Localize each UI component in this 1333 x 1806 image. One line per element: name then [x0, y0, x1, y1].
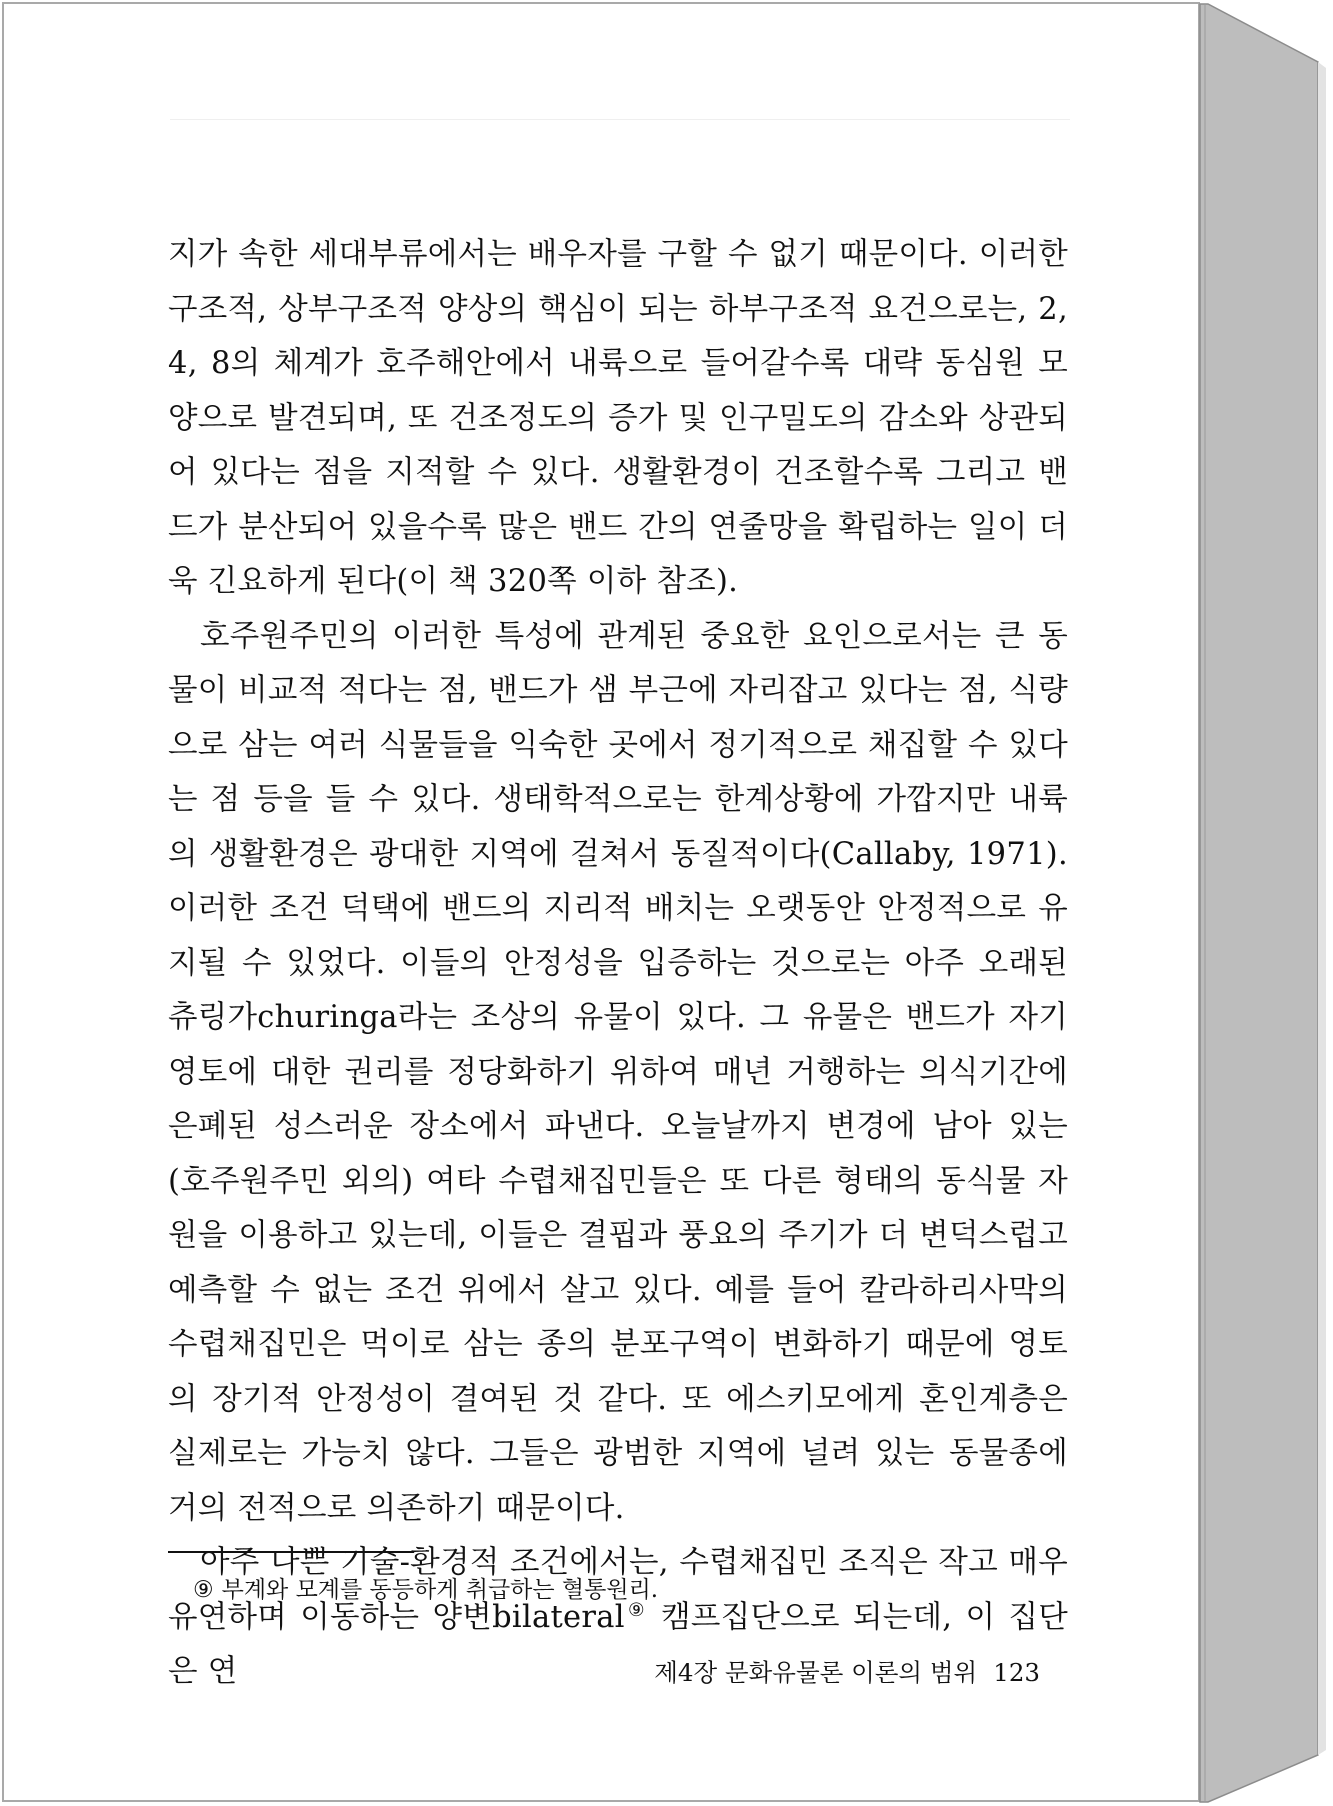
- body-text: [168, 228, 1068, 1700]
- footnote-rule: [168, 1551, 414, 1553]
- faint-header-rule: [170, 119, 1070, 120]
- running-footer: [620, 1655, 1040, 1691]
- paragraph-3-text-after: 캠프집단으로 되는데, 이 집단은 연: [168, 1599, 1068, 1689]
- footnote-text: 부계와 모계를 동등하게 취급하는 혈통원리.: [221, 1577, 659, 1603]
- footnote-mark: ⑨: [193, 1577, 214, 1603]
- chapter-title: 제4장 문화유물론 이론의 범위: [654, 1658, 978, 1687]
- footnote: [193, 1572, 1053, 1608]
- paragraph-3-text-before: 아주 나쁜 기술-환경적 조건에서는, 수렵채집민 조직은 작고 매우 유연하며 이동하는 양변bilateral: [168, 1545, 1068, 1635]
- page-stack-side: [1200, 4, 1318, 1802]
- paragraph-2: 호주원주민의 이러한 특성에 관계된 중요한 요인으로서는 큰 동물이 비교적 적다는 점, 밴드가 샘 부근에 자리잡고 있다는 점, 식량으로 삼는 여러 식물들을 익숙한 곳에서 정기적으로 채집할 수 있다는 점 등을 들 수 있다. 생태학적으로는 한계상황에 가깝지만 내륙의 생활환경은 광대한 지역에 걸쳐서 동질적이다(Callaby, 1971). 이러한 조건 덕택에 밴드의 지리적 배치는 오랫동안 안정적으로 유지될 수 있었다. 이들의 안정성을 입증하는 것으로는 아주 오래된 츄링가churinga라는 조상의 유물이 있다. 그 유물은 밴드가 자기영토에 대한 권리를 정당화하기 위하여 매년 거행하는 의식기간에 은폐된 성스러운 장소에서 파낸다. 오늘날까지 변경에 남아 있는 (호주원주민 외의) 여타 수렵채집민들은 또 다른 형태의 동식물 자원을 이용하고 있는데, 이들은 결핍과 풍요의 주기가 더 변덕스럽고 예측할 수 없는 조건 위에서 살고 있다. 예를 들어 칼라하리사막의 수렵채집민은 먹이로 삼는 종의 분포구역이 변화하기 때문에 영토의 장기적 안정성이 결여된 것 같다. 또 에스키모에게 혼인계층은 실제로는 가능치 않다. 그들은 광범한 지역에 널려 있는 동물종에 거의 전적으로 의존하기 때문이다.: [168, 618, 1068, 1526]
- page-number: 123: [993, 1658, 1040, 1687]
- footnote-reference-mark: ⑨: [624, 1599, 648, 1621]
- page-stack-shadow: [1318, 62, 1326, 1755]
- paragraph-1: 지가 속한 세대부류에서는 배우자를 구할 수 없기 때문이다. 이러한 구조적, 상부구조적 양상의 핵심이 되는 하부구조적 요건으로는, 2, 4, 8의 체계가 호주해안에서 내륙으로 들어갈수록 대략 동심원 모양으로 발견되며, 또 건조정도의 증가 및 인구밀도의 감소와 상관되어 있다는 점을 지적할 수 있다. 생활환경이 건조할수록 그리고 밴드가 분산되어 있을수록 많은 밴드 간의 연줄망을 확립하는 일이 더욱 긴요하게 된다(이 책 320쪽 이하 참조).: [168, 237, 1068, 599]
